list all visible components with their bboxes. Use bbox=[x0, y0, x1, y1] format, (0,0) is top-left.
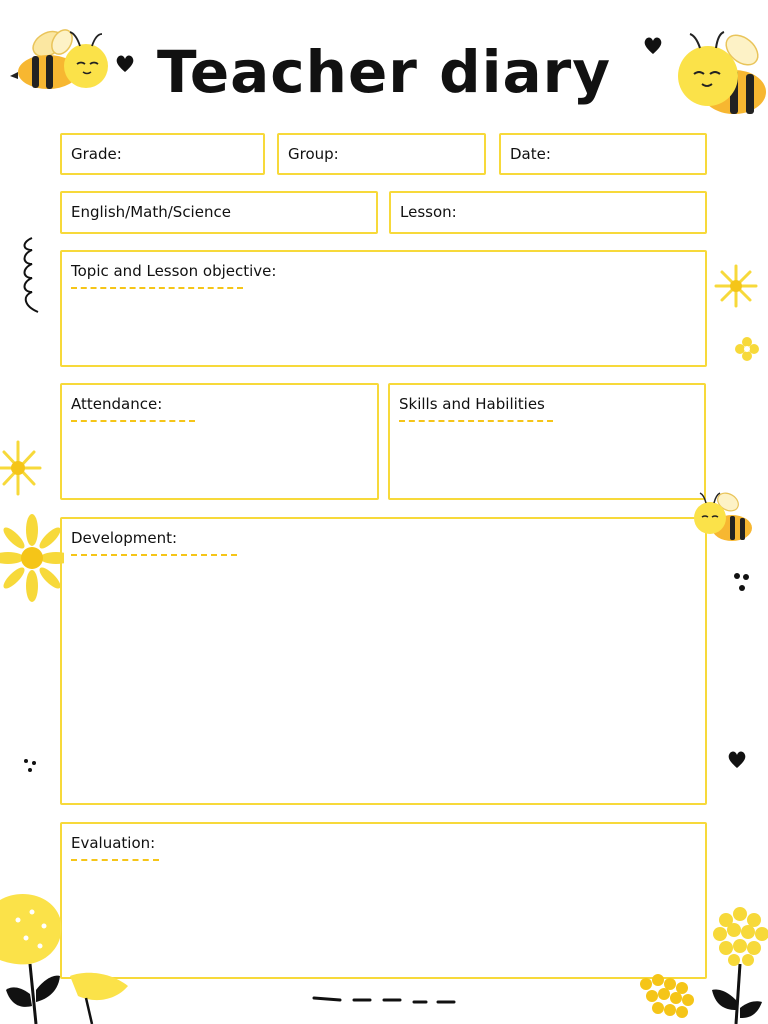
swirl-icon bbox=[18, 236, 42, 314]
dash-decoration bbox=[310, 992, 460, 1008]
development-underline bbox=[71, 554, 237, 556]
flower-icon bbox=[0, 514, 64, 602]
bee-icon bbox=[690, 488, 758, 550]
dots-icon bbox=[22, 756, 40, 774]
bee-icon bbox=[8, 14, 112, 98]
dots-icon bbox=[732, 570, 756, 594]
skills-underline bbox=[399, 420, 553, 422]
skills-label: Skills and Habilities bbox=[399, 395, 545, 413]
attendance-underline bbox=[71, 420, 195, 422]
date-field[interactable] bbox=[499, 133, 707, 175]
group-field[interactable] bbox=[277, 133, 486, 175]
skills-field[interactable] bbox=[388, 383, 706, 500]
page-title: Teacher diary bbox=[156, 38, 612, 106]
flower-icon bbox=[734, 336, 760, 362]
subject-label: English/Math/Science bbox=[71, 203, 231, 221]
grade-label: Grade: bbox=[71, 145, 122, 163]
lesson-field[interactable] bbox=[389, 191, 707, 234]
flower-icon bbox=[0, 890, 134, 1024]
bee-icon bbox=[672, 20, 768, 132]
subject-field[interactable] bbox=[60, 191, 378, 234]
flower-icon bbox=[636, 904, 768, 1024]
topic-underline bbox=[71, 287, 243, 289]
attendance-label: Attendance: bbox=[71, 395, 163, 413]
flower-icon bbox=[714, 264, 758, 308]
date-label: Date: bbox=[510, 145, 551, 163]
grade-field[interactable] bbox=[60, 133, 265, 175]
heart-icon bbox=[726, 748, 748, 770]
flower-icon bbox=[0, 438, 44, 498]
group-label: Group: bbox=[288, 145, 339, 163]
development-label: Development: bbox=[71, 529, 178, 547]
attendance-field[interactable] bbox=[60, 383, 379, 500]
evaluation-field[interactable] bbox=[60, 822, 707, 979]
lesson-label: Lesson: bbox=[400, 203, 457, 221]
evaluation-underline bbox=[71, 859, 159, 861]
evaluation-label: Evaluation: bbox=[71, 834, 156, 852]
heart-icon bbox=[114, 52, 136, 74]
development-field[interactable] bbox=[60, 517, 707, 805]
heart-icon bbox=[642, 34, 664, 56]
topic-field[interactable] bbox=[60, 250, 707, 367]
topic-label: Topic and Lesson objective: bbox=[71, 262, 277, 280]
